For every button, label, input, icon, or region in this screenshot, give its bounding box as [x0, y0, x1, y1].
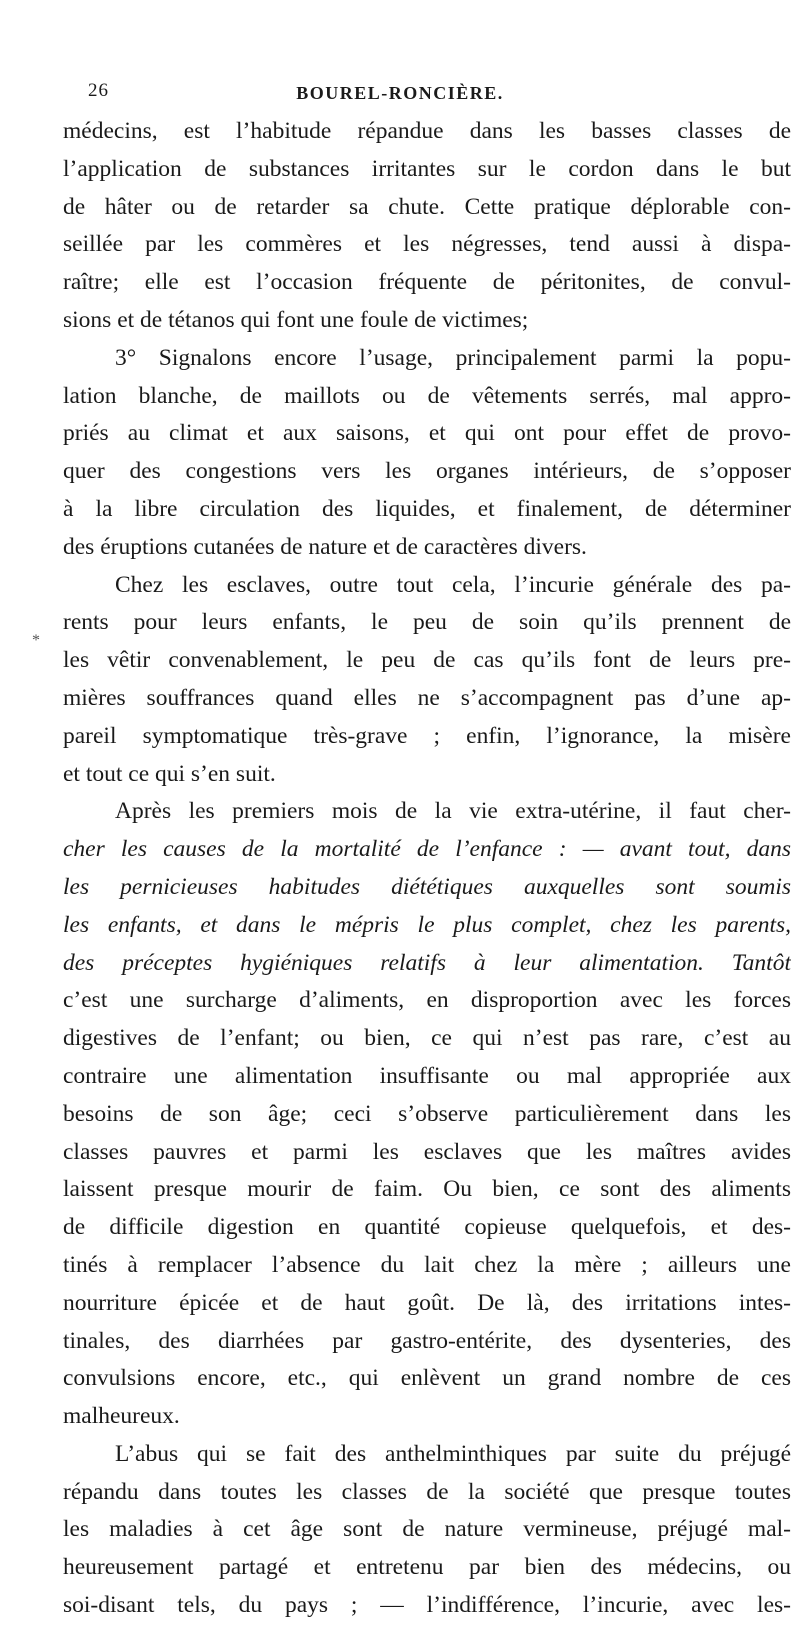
text-line: des préceptes hygiéniques relatifs à leur alimentation. Tantôt [63, 949, 791, 976]
text-line: laissent presque mourir de faim. Ou bien, ce sont des aliments [63, 1176, 791, 1203]
body-text [63, 113, 791, 1625]
text-line: rents pour leurs enfants, le peu de soin qu’ils prennent de [63, 609, 791, 636]
text-line: priés au climat et aux saisons, et qui ont pour effet de provo- [63, 420, 791, 447]
text-line: cher les causes de la mortalité de l’enfance : — avant tout, dans [63, 836, 791, 863]
text-line: L’abus qui se fait des anthelminthiques par suite du préjugé [115, 1440, 791, 1467]
text-line: nourriture épicée et de haut goût. De là, des irritations intes- [63, 1289, 791, 1316]
page-number: 26 [88, 80, 109, 101]
text-line: soi-disant tels, du pays ; — l’indifférence, l’incurie, avec les- [63, 1592, 791, 1619]
text-line: et tout ce qui s’en suit. [63, 760, 276, 787]
text-line: pareil symptomatique très-grave ; enfin, l’ignorance, la misère [63, 722, 791, 749]
text-line: sions et de tétanos qui font une foule de victimes; [63, 306, 529, 333]
text-line: de difficile digestion en quantité copieuse quelquefois, et des- [63, 1214, 791, 1241]
text-line: à la libre circulation des liquides, et finalement, de déterminer [63, 495, 791, 522]
text-line: tinés à remplacer l’absence du lait chez la mère ; ailleurs une [63, 1251, 791, 1278]
text-line: digestives de l’enfant; ou bien, ce qui n’est pas rare, c’est au [63, 1025, 791, 1052]
text-line: seillée par les commères et les négresses, tend aussi à dispa- [63, 231, 791, 258]
text-line: heureusement partagé et entretenu par bien des médecins, ou [63, 1554, 791, 1581]
text-line: de hâter ou de retarder sa chute. Cette pratique déplorable con- [63, 193, 791, 220]
running-head: BOUREL-RONCIÈRE. [296, 83, 504, 103]
text-line: besoins de son âge; ceci s’observe particulièrement dans les [63, 1100, 791, 1127]
text-line: Après les premiers mois de la vie extra-utérine, il faut cher- [115, 798, 791, 825]
text-line: tinales, des diarrhées par gastro-entérite, des dysenteries, des [63, 1327, 791, 1354]
text-line: c’est une surcharge d’aliments, en disproportion avec les forces [63, 987, 791, 1014]
text-line: malheureux. [63, 1403, 180, 1430]
text-line: les maladies à cet âge sont de nature vermineuse, préjugé mal- [63, 1516, 791, 1543]
text-line: raître; elle est l’occasion fréquente de péritonites, de convul- [63, 269, 791, 296]
text-line: l’application de substances irritantes sur le cordon dans le but [63, 155, 791, 182]
text-line: médecins, est l’habitude répandue dans les basses classes de [63, 118, 791, 144]
text-line: convulsions encore, etc., qui enlèvent un grand nombre de ces [63, 1365, 791, 1392]
text-line: mières souffrances quand elles ne s’accompagnent pas d’une ap- [63, 684, 791, 711]
text-line: classes pauvres et parmi les esclaves que les maîtres avides [63, 1138, 791, 1165]
text-line: Chez les esclaves, outre tout cela, l’incurie générale des pa- [115, 571, 791, 598]
text-line: 3° Signalons encore l’usage, principalement parmi la popu- [115, 344, 791, 371]
text-line: quer des congestions vers les organes intérieurs, de s’opposer [63, 458, 791, 485]
text-line: répandu dans toutes les classes de la société que presque toutes [63, 1478, 791, 1505]
margin-mark: * [32, 632, 40, 649]
text-line: lation blanche, de maillots ou de vêtements serrés, mal appro- [63, 382, 791, 409]
text-line: les enfants, et dans le mépris le plus complet, chez les parents, [63, 911, 791, 938]
text-line: des éruptions cutanées de nature et de caractères divers. [63, 533, 587, 560]
text-line: contraire une alimentation insuffisante ou mal appropriée aux [63, 1062, 791, 1089]
text-line: les vêtir convenablement, le peu de cas qu’ils font de leurs pre- [63, 647, 791, 674]
text-line: les pernicieuses habitudes diététiques auxquelles sont soumis [63, 873, 791, 900]
